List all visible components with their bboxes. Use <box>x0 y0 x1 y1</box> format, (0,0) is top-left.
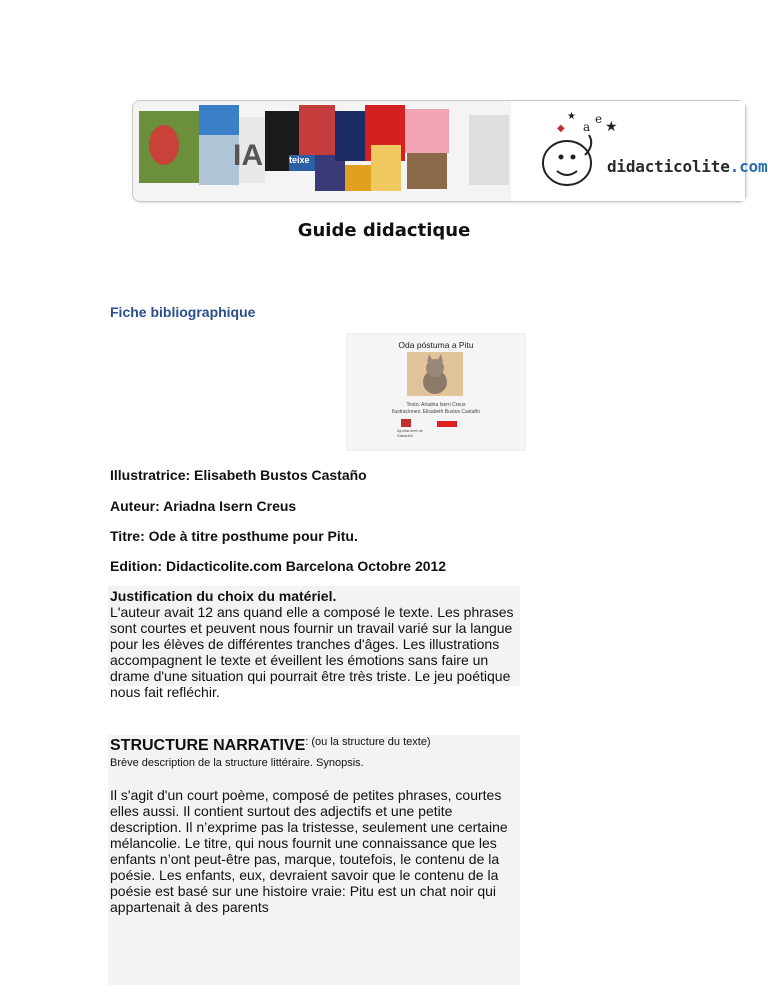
justification-block <box>108 586 520 700</box>
structure-heading: STRUCTURE $NARRATIVE^{: (ou la structure du texte)}$ <box>110 736 431 754</box>
svg-text:★: ★ <box>567 111 576 122</box>
book-card-title: Oda póstuma a Pitu <box>398 340 474 350</box>
justification-heading: Justification du choix du matériel. <box>110 588 337 604</box>
svg-text:★: ★ <box>605 118 618 134</box>
meta-author: Auteur: Ariadna Isern Creus <box>110 498 297 514</box>
site-logo[interactable] <box>511 101 768 201</box>
meta-edition: Edition: Didacticolite.com Barcelona Octobre 2012 <box>110 558 447 574</box>
ajuntament-logo-icon <box>401 419 411 427</box>
svg-text:◆: ◆ <box>557 123 565 134</box>
structure-body: Il s'agit d'un court poème, composé de petites phrases, courtes elles aussi. Il contient surtout des adjectifs et une petite description. Il n’exprime pas la tristesse, seulement une certaine mélancolie. Le titre, qui nous fournit une connaissance que les enfants n’ont peut-être pas, marque, toutefois, le contenu de la poésie. Les enfants, eux, devraient savoir que le contenu de la poésie est basé sur une histoire vraie: Pitu est un chat noir qui appartenait à des parents <box>110 787 508 915</box>
publisher-logo-icon <box>437 421 457 427</box>
svg-text:e: e <box>595 112 603 126</box>
header-banner <box>132 100 768 202</box>
structure-subtitle: Brève description de la structure littéraire. Synopsis. <box>110 757 364 769</box>
justification-body: L'auteur avait 12 ans quand elle a composé le texte. Les phrases sont courtes et peuvent nous fournir un travail varié sur la langue pour les élèves de différentes tranches d'âges. Les illustrations accompagnent le texte et éveillent les émotions sans faire un drame d'une situation qui pourrait être très triste. Le jeu poétique nous fait refléchir. <box>110 604 514 700</box>
tile-ia: IA <box>233 139 263 172</box>
book-cover-card <box>346 333 526 451</box>
page-title: Guide didactique <box>297 220 471 241</box>
meta-title: Titre: Ode à titre posthume pour Pitu. <box>110 528 358 544</box>
svg-text:a: a <box>583 120 591 134</box>
book-card-credits: Texto: Ariadna Isern Creus Ilustraciones: Elisabeth Bustos Castaño <box>391 402 481 415</box>
ajuntament-logo-text: Ajuntament de Sabadell <box>397 428 423 438</box>
logo-wordmark: didacticolite.com <box>607 157 768 176</box>
tile-teixe: teixe <box>289 155 315 171</box>
meta-illustrator: Illustratrice: Elisabeth Bustos Castaño <box>110 467 367 483</box>
section-heading: Fiche bibliographique <box>110 304 256 320</box>
cat-illustration <box>407 352 463 396</box>
book-cover-collage <box>139 105 513 195</box>
structure-block <box>108 735 520 985</box>
smiley-mascot-icon <box>511 101 745 201</box>
